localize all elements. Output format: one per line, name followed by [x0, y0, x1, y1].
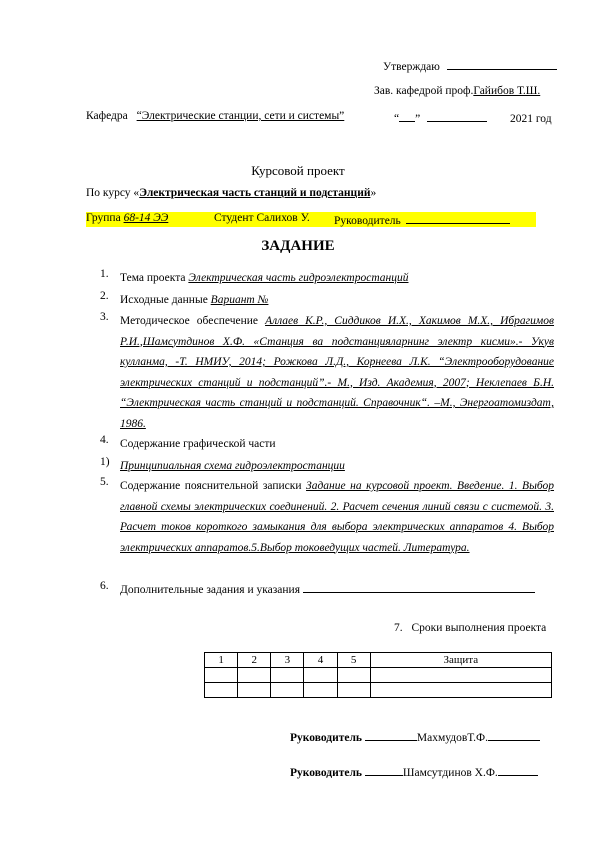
course-close: » — [370, 187, 377, 199]
department-label: Кафедра — [86, 110, 128, 122]
day-blank — [399, 110, 415, 122]
approver-title: Зав. кафедрой проф. — [374, 85, 474, 97]
table-header-cell: 2 — [238, 653, 271, 668]
item-body — [120, 311, 554, 434]
approver-line — [374, 85, 540, 97]
table-row — [205, 668, 552, 683]
date-quote-close: ” — [415, 113, 421, 125]
date-quote-open: “ — [394, 113, 400, 125]
date-line — [394, 110, 552, 125]
item-number: 5. — [100, 476, 109, 488]
department-line — [86, 110, 344, 122]
item-number: 1. — [100, 268, 109, 280]
approve-line — [383, 58, 557, 73]
signature-name: Шамсутдинов Х.Ф. — [402, 767, 498, 779]
item-body — [120, 476, 554, 558]
item-label: Исходные данные — [120, 294, 208, 306]
table-header-cell: Защита — [370, 653, 551, 668]
item-label: Методическое обеспечение — [120, 315, 259, 327]
signature-blank — [498, 764, 538, 776]
table-cell — [271, 668, 304, 683]
item-value: Аллаев К.Р., Сиддиков И.Х., Хакимов М.Х., Ибрагимов Р.И.,Шамсутдинов Х.Ф. «Станция ва подстанцияларнинг электр кисми».- Укув кулланма, -Т. НМИУ, 2014; Рожкова Л.Д., Корнеева Л.К. “Электрооборудование электрических станций и подстанций”.- М., Изд. Академия, 2007; Неклепаев Б.Н. “Электрическая часть станций и подстанций. Справочник“. –М., Энергоатомиздат, 1986. — [120, 315, 555, 430]
supervisor-label: Руководитель — [334, 215, 401, 227]
item-number: 6. — [100, 580, 109, 592]
item-body — [120, 268, 554, 289]
table-header-row — [205, 653, 552, 668]
item-body — [120, 434, 554, 455]
student-label: Студент — [214, 212, 254, 224]
table-cell — [304, 668, 337, 683]
table-header-cell: 5 — [337, 653, 370, 668]
group-line — [86, 212, 536, 227]
course-line — [86, 187, 376, 199]
table-header-cell: 3 — [271, 653, 304, 668]
assignment-heading: ЗАДАНИЕ — [261, 238, 335, 254]
item-value: Варианm № — [210, 294, 269, 306]
signature-label: Руководитель — [290, 732, 362, 744]
table-header-cell: 4 — [304, 653, 337, 668]
table-cell — [337, 683, 370, 698]
additional-tasks-blank — [303, 581, 535, 593]
item-value: Электрическая часть гидроэлектростанций — [188, 272, 409, 284]
deadlines-heading — [394, 622, 546, 634]
supervisor-blank — [406, 212, 510, 224]
deadlines-label: Сроки выполнения проекта — [411, 622, 547, 634]
table-header-cell: 1 — [205, 653, 238, 668]
department-name: “Электрические станции, сети и системы” — [136, 110, 345, 122]
course-name: Электрическая часть станций и подстанций — [139, 187, 371, 199]
item-number: 3. — [100, 311, 109, 323]
table-cell — [304, 683, 337, 698]
year-text: 2021 год — [509, 113, 552, 125]
group-value: 68-14 ЭЭ — [123, 212, 169, 224]
approver-name: Гайибов Т.Ш. — [473, 85, 541, 97]
table-cell — [238, 683, 271, 698]
item-number: 1) — [100, 456, 110, 468]
group-label: Группа — [86, 212, 121, 224]
table-cell — [238, 668, 271, 683]
table-cell — [370, 683, 551, 698]
signature-blank — [488, 729, 540, 741]
signature-label: Руководитель — [290, 767, 362, 779]
signature-blank — [365, 729, 417, 741]
item-body — [120, 580, 554, 601]
item-value: Задание на курсовой проект. Введение. 1. Выбор главной схемы электрических соединений. 2. Расчет сечения линий связи с системой. 3. Расчет токов короткого замыкания для выбора электрических аппаратов 4. Выбор электрических аппаратов.5.Выбор токоведущих частей. Литература. — [120, 480, 555, 554]
item-body — [120, 290, 554, 311]
item-number: 2. — [100, 290, 109, 302]
signature-blank — [365, 764, 403, 776]
item-label: Тема проекта — [120, 272, 186, 284]
table-cell — [205, 683, 238, 698]
item-number: 4. — [100, 434, 109, 446]
deadlines-table — [204, 652, 552, 698]
course-label: По курсу « — [86, 187, 140, 199]
signature-line — [290, 764, 538, 779]
approve-signature-blank — [447, 58, 557, 70]
item-body — [120, 456, 554, 477]
signature-line — [290, 729, 540, 744]
table-cell — [370, 668, 551, 683]
table-row — [205, 683, 552, 698]
item-value: Принципиальная схема гидроэлектростанции — [120, 460, 345, 472]
student-name: Салихов У. — [256, 212, 310, 224]
page-title: Курсовой проект — [251, 163, 345, 178]
student-field — [214, 212, 310, 224]
supervisor-field — [334, 212, 510, 227]
table-cell — [271, 683, 304, 698]
item-label: Содержание графической части — [120, 438, 276, 450]
deadlines-number: 7. — [394, 622, 403, 634]
signature-name: МахмудовТ.Ф. — [416, 732, 488, 744]
item-label: Дополнительные задания и указания — [120, 584, 300, 596]
month-blank — [427, 110, 487, 122]
approve-label: Утверждаю — [383, 61, 440, 73]
table-cell — [337, 668, 370, 683]
item-label: Содержание пояснительной записки — [120, 480, 302, 492]
table-cell — [205, 668, 238, 683]
